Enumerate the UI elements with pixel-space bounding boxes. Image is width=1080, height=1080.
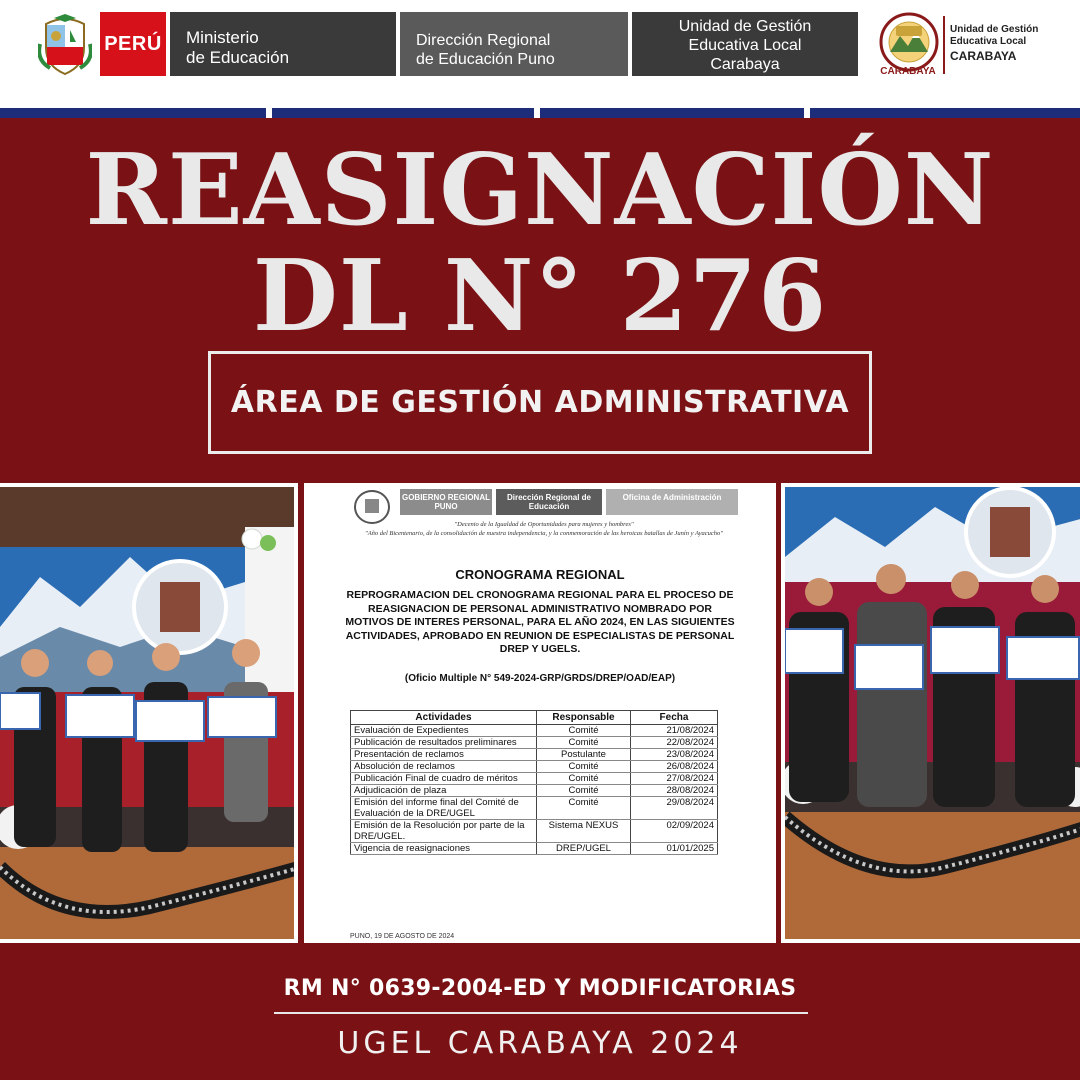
table-cell: Publicación Final de cuadro de méritos xyxy=(351,773,537,785)
cronograma-table xyxy=(350,710,718,855)
table-header-cell: Fecha xyxy=(631,711,718,725)
ugel-logo-caption: CARABAYA xyxy=(880,66,936,77)
doc-date-line: PUNO, 19 DE AGOSTO DE 2024 xyxy=(350,933,455,940)
table-cell: Presentación de reclamos xyxy=(351,749,537,761)
table-cell: Postulante xyxy=(537,749,631,761)
table-cell: Absolución de reclamos xyxy=(351,761,537,773)
ugel-text-line1: Unidad de Gestión xyxy=(950,24,1039,35)
table-cell: Emisión del informe final del Comité de Evaluación de la DRE/UGEL xyxy=(351,797,537,820)
doc-oficio: (Oficio Multiple N° 549-2024-GRP/GRDS/DREP/OAD/EAP) xyxy=(404,673,676,684)
table-row xyxy=(351,820,718,843)
table-row xyxy=(351,773,718,785)
table-cell: 27/08/2024 xyxy=(631,773,718,785)
ministerio-line1: Ministerio xyxy=(186,28,259,47)
table-cell: DREP/UGEL xyxy=(537,843,631,855)
direccion-line2: de Educación Puno xyxy=(416,51,555,68)
ugel-divider xyxy=(943,16,945,74)
area-label: ÁREA DE GESTIÓN ADMINISTRATIVA xyxy=(230,385,850,420)
main-title-line2: DL N° 276 xyxy=(252,239,828,354)
table-header-row xyxy=(351,711,718,725)
rule-gap xyxy=(534,108,540,118)
unidad-gestion-box xyxy=(632,12,858,76)
table-cell: 22/08/2024 xyxy=(631,737,718,749)
footer-rule xyxy=(274,1012,808,1014)
direccion-regional-box xyxy=(400,12,628,76)
unidad-line1: Unidad de Gestión xyxy=(678,18,812,35)
ministerio-line2: de Educación xyxy=(186,48,290,67)
table-cell: Adjudicación de plaza xyxy=(351,785,537,797)
ugel-year-label: UGEL CARABAYA 2024 xyxy=(337,1026,743,1061)
doc-header-gobierno: GOBIERNO REGIONAL PUNO xyxy=(400,489,492,515)
table-cell: Comité xyxy=(537,785,631,797)
ugel-text-line2: Educativa Local xyxy=(950,36,1027,47)
peru-coat-of-arms-icon xyxy=(38,14,92,76)
table-cell: Comité xyxy=(537,797,631,820)
header-rule xyxy=(0,108,1080,118)
area-label-box xyxy=(208,351,872,454)
doc-quote-1: "Decenio de la Igualdad de Oportunidades para mujeres y hombres" xyxy=(454,521,634,528)
government-seal-icon xyxy=(352,489,392,525)
table-row xyxy=(351,749,718,761)
table-cell: 29/08/2024 xyxy=(631,797,718,820)
ministerio-box xyxy=(170,12,396,76)
doc-header-oficina: Oficina de Administración xyxy=(606,489,738,515)
table-header-cell: Responsable xyxy=(537,711,631,725)
ugel-text-block xyxy=(950,24,1076,64)
table-row xyxy=(351,843,718,855)
table-cell: 01/01/2025 xyxy=(631,843,718,855)
ugel-text-line3: CARABAYA xyxy=(950,49,1017,63)
ceremony-photo-right xyxy=(781,483,1080,943)
table-cell: Publicación de resultados preliminares xyxy=(351,737,537,749)
unidad-line3: Carabaya xyxy=(710,56,780,73)
peru-label: PERÚ xyxy=(100,12,166,76)
doc-subtitle: REPROGRAMACION DEL CRONOGRAMA REGIONAL PARA EL PROCESO DE REASIGNACION DE PERSONAL ADMINISTRATIVO NOMBRADO POR MOTIVOS DE INTERES PERSONAL, PARA EL AÑO 2024, EN LAS SIGUIENTES ACTIVIDADES, APROBADO EN REUNION DE ESPECIALISTAS DE PERSONAL DREP Y UGELS. xyxy=(345,589,735,655)
rm-reference: RM N° 0639-2004-ED Y MODIFICATORIAS xyxy=(283,976,797,1001)
ceremony-photo-left-image xyxy=(0,487,298,943)
table-row xyxy=(351,737,718,749)
rule-gap xyxy=(804,108,810,118)
table-row xyxy=(351,797,718,820)
table-cell: Comité xyxy=(537,725,631,737)
ceremony-photo-left xyxy=(0,483,298,943)
table-cell: Sistema NEXUS xyxy=(537,820,631,843)
unidad-line2: Educativa Local xyxy=(688,37,802,54)
table-row xyxy=(351,785,718,797)
table-cell: Evaluación de Expedientes xyxy=(351,725,537,737)
table-cell: 02/09/2024 xyxy=(631,820,718,843)
table-cell: 28/08/2024 xyxy=(631,785,718,797)
ceremony-photo-right-image xyxy=(785,487,1080,943)
table-cell: 26/08/2024 xyxy=(631,761,718,773)
table-cell: Vigencia de reasignaciones xyxy=(351,843,537,855)
table-cell: 23/08/2024 xyxy=(631,749,718,761)
table-cell: 21/08/2024 xyxy=(631,725,718,737)
main-title-line1: REASIGNACIÓN xyxy=(85,133,995,248)
table-row xyxy=(351,761,718,773)
doc-quote-2: "Año del Bicentenario, de la consolidación de nuestra independencia, y la conmemoración de las heroicas batallas de Junín y Ayacucho" xyxy=(364,530,723,537)
cronograma-document xyxy=(304,483,776,943)
table-header-cell: Actividades xyxy=(351,711,537,725)
table-cell: Comité xyxy=(537,761,631,773)
table-cell: Emisión de la Resolución por parte de la DRE/UGEL. xyxy=(351,820,537,843)
table-cell: Comité xyxy=(537,737,631,749)
direccion-line1: Dirección Regional xyxy=(416,32,551,49)
table-row xyxy=(351,725,718,737)
header-bar xyxy=(0,0,1080,112)
doc-header-direccion: Dirección Regional de Educación xyxy=(496,489,602,515)
rule-gap xyxy=(266,108,272,118)
doc-title: CRONOGRAMA REGIONAL xyxy=(455,567,625,582)
table-cell: Comité xyxy=(537,773,631,785)
